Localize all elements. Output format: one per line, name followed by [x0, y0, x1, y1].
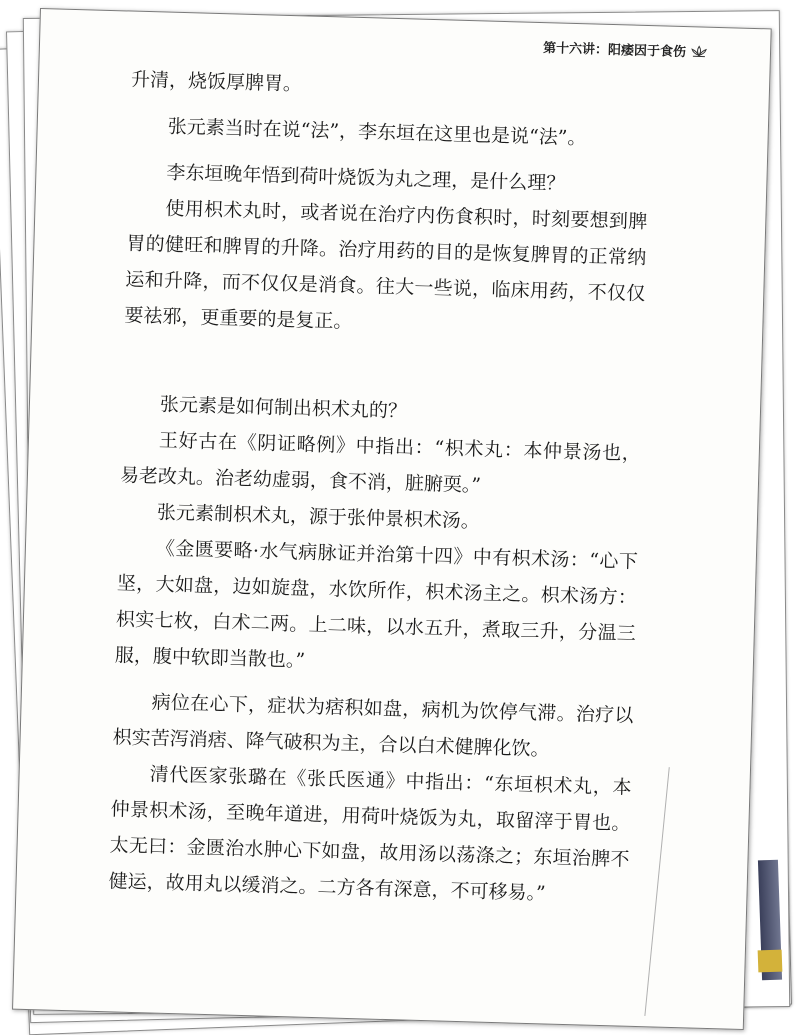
paragraph: 王好古在《阴证略例》中指出：“枳术丸：本仲景汤也，易老改丸。治老幼虚弱，食不消，脏腑耎。”	[119, 429, 642, 497]
paragraph: 张元素制枳术丸，源于张仲景枳术汤。	[156, 501, 481, 533]
section-question: 张元素是如何制出枳术丸的？	[159, 393, 408, 423]
running-header	[543, 37, 708, 61]
paragraph: 清代医家张璐在《张氏医通》中指出：“东垣枳术丸，本仲景枳术汤，至晚年道进，用荷叶烧饭为丸，取留滓于胃也。太无曰：金匮治水肿心下如盘，故用汤以荡涤之；东垣治脾不健运，故用丸以缓消之。二方各有深意，不可移易。”	[108, 763, 632, 905]
book-page	[12, 8, 772, 1030]
paragraph: 病位在心下，症状为痞积如盘，病机为饮停气滞。治疗以枳实苦泻消痞、降气破积为主，合以白术健脾化饮。	[112, 691, 634, 761]
paragraph: 升清，烧饭厚脾胃。	[130, 68, 303, 96]
body-text	[108, 62, 651, 914]
page-fold-line	[644, 767, 669, 1016]
paragraph: 李东垣晚年悟到荷叶烧饭为丸之理，是什么理？	[166, 161, 566, 195]
book-cover-edge-accent	[758, 950, 783, 973]
lotus-icon	[690, 45, 708, 57]
paragraph: 《金匮要略·水气病脉证并治第十四》中有枳术汤：“心下坚，大如盘，边如旋盘，水饮所作，枳术汤主之。枳术汤方：枳实七枚，白术二两。上二味，以水五升，煮取三升，分温三服，腹中软即当散也。”	[114, 537, 639, 672]
paragraph: 使用枳术丸时，或者说在治疗内伤食积时，时刻要想到脾胃的健旺和脾胃的升降。治疗用药的目的是恢复脾胃的正常纳运和升降，而不仅仅是消食。往大一些说，临床用药，不仅仅要祛邪，更重要的是复正。	[124, 197, 648, 333]
running-title: 第十六讲：阳痿因于食伤	[542, 41, 687, 61]
paragraph: 张元素当时在说“法”，李东垣在这里也是说“法”。	[167, 115, 587, 150]
